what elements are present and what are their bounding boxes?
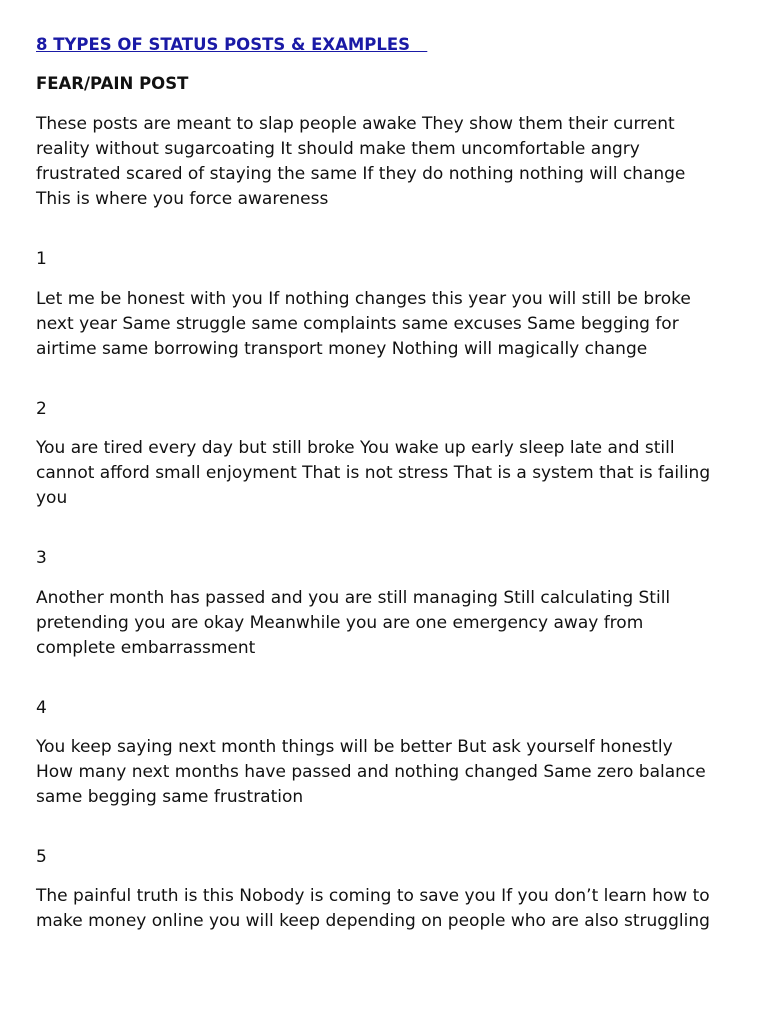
example-line: same begging same frustration <box>36 787 304 807</box>
intro-line: reality without sugarcoating It should make them uncomfortable angry <box>36 139 640 159</box>
section-heading: FEAR/PAIN POST <box>36 74 189 93</box>
intro-line: This is where you force awareness <box>36 189 329 209</box>
example-line: You keep saying next month things will be better But ask yourself honestly <box>36 737 673 757</box>
intro-paragraph <box>36 112 736 212</box>
example-number: 1 <box>36 249 47 269</box>
example-line: you <box>36 488 68 508</box>
intro-line: frustrated scared of staying the same If they do nothing nothing will change <box>36 164 686 184</box>
example-line: next year Same struggle same complaints same excuses Same begging for <box>36 314 679 334</box>
example-paragraph <box>36 735 736 810</box>
intro-line: These posts are meant to slap people awake They show them their current <box>36 114 675 134</box>
example-number: 2 <box>36 399 47 419</box>
document-title: 8 TYPES OF STATUS POSTS & EXAMPLES <box>36 35 428 54</box>
example-line: pretending you are okay Meanwhile you are one emergency away from <box>36 613 644 633</box>
example-line: airtime same borrowing transport money Nothing will magically change <box>36 339 648 359</box>
example-line: You are tired every day but still broke You wake up early sleep late and still <box>36 438 675 458</box>
example-line: complete embarrassment <box>36 638 256 658</box>
example-line: Let me be honest with you If nothing changes this year you will still be broke <box>36 289 691 309</box>
example-number: 5 <box>36 847 47 867</box>
example-line: How many next months have passed and nothing changed Same zero balance <box>36 762 706 782</box>
example-paragraph <box>36 436 736 511</box>
example-line: Another month has passed and you are still managing Still calculating Still <box>36 588 671 608</box>
example-paragraph <box>36 884 736 934</box>
example-number: 4 <box>36 698 47 718</box>
example-number: 3 <box>36 548 47 568</box>
example-line: The painful truth is this Nobody is coming to save you If you don’t learn how to <box>36 886 710 906</box>
example-paragraph <box>36 586 736 661</box>
example-line: make money online you will keep depending on people who are also struggling <box>36 911 710 931</box>
example-line: cannot afford small enjoyment That is not stress That is a system that is failing <box>36 463 711 483</box>
example-paragraph <box>36 287 736 362</box>
